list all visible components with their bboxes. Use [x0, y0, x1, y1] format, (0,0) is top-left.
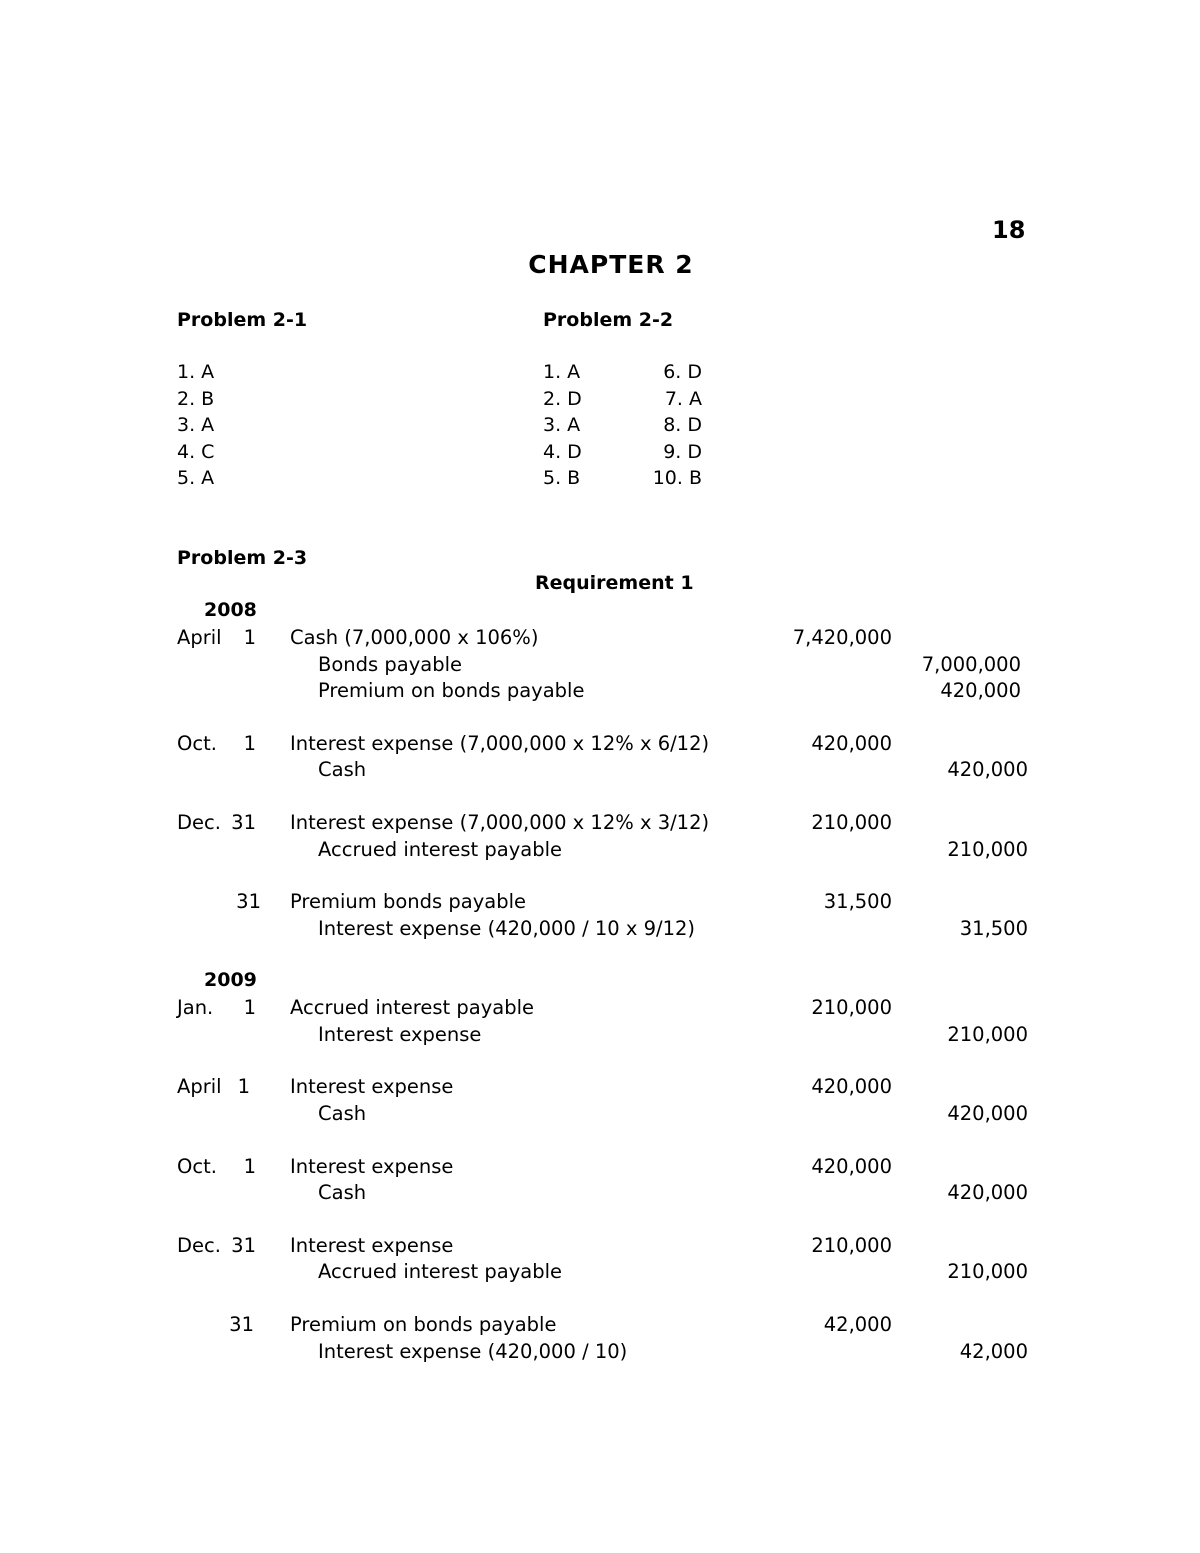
credit-account: Accrued interest payable: [318, 1260, 563, 1283]
year-2008-label: 2008: [204, 599, 257, 621]
journal-entry-line: [0, 890, 1200, 917]
debit-amount: 210,000: [811, 811, 892, 834]
debit-amount: 420,000: [811, 1075, 892, 1098]
journal-entry-line: [0, 1075, 1200, 1102]
debit-amount: 42,000: [823, 1313, 892, 1336]
journal-entry-line: [0, 679, 1200, 706]
debit-amount: 210,000: [811, 996, 892, 1019]
entry-day: 1: [243, 732, 256, 755]
debit-account: Cash (7,000,000 x 106%): [290, 626, 539, 649]
entry-month: Oct.: [177, 1155, 217, 1178]
entry-day: 31: [229, 1313, 254, 1336]
credit-amount: 420,000: [940, 679, 1021, 702]
answer-item: 2. B: [177, 387, 215, 410]
entry-day: 1: [243, 626, 256, 649]
credit-account: Cash: [318, 1181, 367, 1204]
journal-entry-line: [0, 732, 1200, 759]
answer-item: 5. B: [543, 467, 581, 489]
entry-month: Dec.: [177, 811, 221, 834]
entry-month: Jan.: [177, 996, 214, 1019]
journal-entry-line: [0, 1155, 1200, 1182]
entry-month: Oct.: [177, 732, 217, 755]
debit-account: Interest expense: [290, 1155, 454, 1178]
problem-2-2-title: Problem 2-2: [543, 309, 674, 331]
problem-2-1-title: Problem 2-1: [177, 309, 308, 331]
credit-amount: 420,000: [947, 758, 1028, 781]
journal-entry-line: [0, 838, 1200, 865]
credit-account: Premium on bonds payable: [318, 679, 585, 702]
journal-entry-line: [0, 1102, 1200, 1129]
answer-item: 1. A: [177, 361, 215, 383]
credit-account: Cash: [318, 758, 367, 781]
entry-day: 1: [243, 996, 256, 1019]
year-2009-label: 2009: [204, 969, 257, 991]
answer-item: 8. D: [663, 414, 702, 436]
credit-account: Accrued interest payable: [318, 838, 563, 861]
credit-amount: 31,500: [959, 917, 1028, 940]
answer-item: 9. D: [663, 440, 702, 463]
answer-item: 10. B: [652, 467, 702, 489]
credit-account: Cash: [318, 1102, 367, 1125]
answer-item: 4. D: [543, 440, 582, 463]
debit-account: Interest expense (7,000,000 x 12% x 3/12): [290, 811, 710, 834]
debit-account: Interest expense: [290, 1075, 454, 1098]
answer-item: 7. A: [664, 387, 702, 410]
credit-amount: 42,000: [959, 1340, 1028, 1363]
debit-amount: 31,500: [823, 890, 892, 913]
requirement-heading: Requirement 1: [535, 572, 694, 594]
debit-account: Premium bonds payable: [290, 890, 526, 913]
debit-amount: 420,000: [811, 732, 892, 755]
problem-2-2-answers-right: [610, 359, 702, 492]
credit-amount: 210,000: [947, 838, 1028, 861]
journal-entry-line: [0, 1181, 1200, 1208]
entry-day: 31: [231, 1234, 256, 1257]
answer-item: 5. A: [177, 467, 215, 489]
journal-entry-line: [0, 1023, 1200, 1050]
debit-amount: 420,000: [811, 1155, 892, 1178]
entry-month: April: [177, 1075, 222, 1098]
journal-entry-line: [0, 1340, 1200, 1367]
debit-amount: 210,000: [811, 1234, 892, 1257]
problem-2-3-title: Problem 2-3: [177, 547, 308, 569]
credit-account: Bonds payable: [318, 653, 463, 676]
journal-entry-line: [0, 917, 1200, 944]
entry-month: Dec.: [177, 1234, 221, 1257]
debit-account: Premium on bonds payable: [290, 1313, 557, 1336]
journal-entry-line: [0, 1234, 1200, 1261]
answer-item: 6. D: [663, 361, 702, 383]
debit-account: Accrued interest payable: [290, 996, 535, 1019]
entry-day: 1: [237, 1075, 250, 1098]
credit-account: Interest expense (420,000 / 10 x 9/12): [318, 917, 695, 940]
credit-account: Interest expense (420,000 / 10): [318, 1340, 628, 1363]
problem-2-1-answers: [177, 359, 214, 492]
journal-entry-line: [0, 626, 1200, 653]
problem-2-2-answers-left: [543, 359, 582, 492]
entry-day: 31: [236, 890, 261, 913]
chapter-title: CHAPTER 2: [528, 250, 694, 279]
debit-amount: 7,420,000: [792, 626, 892, 649]
credit-amount: 210,000: [947, 1260, 1028, 1283]
debit-account: Interest expense (7,000,000 x 12% x 6/12): [290, 732, 710, 755]
journal-entry-line: [0, 758, 1200, 785]
credit-amount: 420,000: [947, 1181, 1028, 1204]
answer-item: 4. C: [177, 440, 215, 463]
entry-month: April: [177, 626, 222, 649]
credit-amount: 420,000: [947, 1102, 1028, 1125]
journal-entry-line: [0, 996, 1200, 1023]
entry-day: 31: [231, 811, 256, 834]
journal-entry-line: [0, 653, 1200, 680]
journal-entry-line: [0, 811, 1200, 838]
answer-item: 2. D: [543, 387, 582, 410]
answer-item: 3. A: [543, 414, 581, 436]
credit-amount: 7,000,000: [921, 653, 1021, 676]
debit-account: Interest expense: [290, 1234, 454, 1257]
entry-day: 1: [243, 1155, 256, 1178]
credit-amount: 210,000: [947, 1023, 1028, 1046]
answer-item: 1. A: [543, 361, 581, 383]
journal-entry-line: [0, 1260, 1200, 1287]
journal-entry-line: [0, 1313, 1200, 1340]
answer-item: 3. A: [177, 414, 215, 436]
page-number: 18: [992, 216, 1026, 244]
credit-account: Interest expense: [318, 1023, 482, 1046]
